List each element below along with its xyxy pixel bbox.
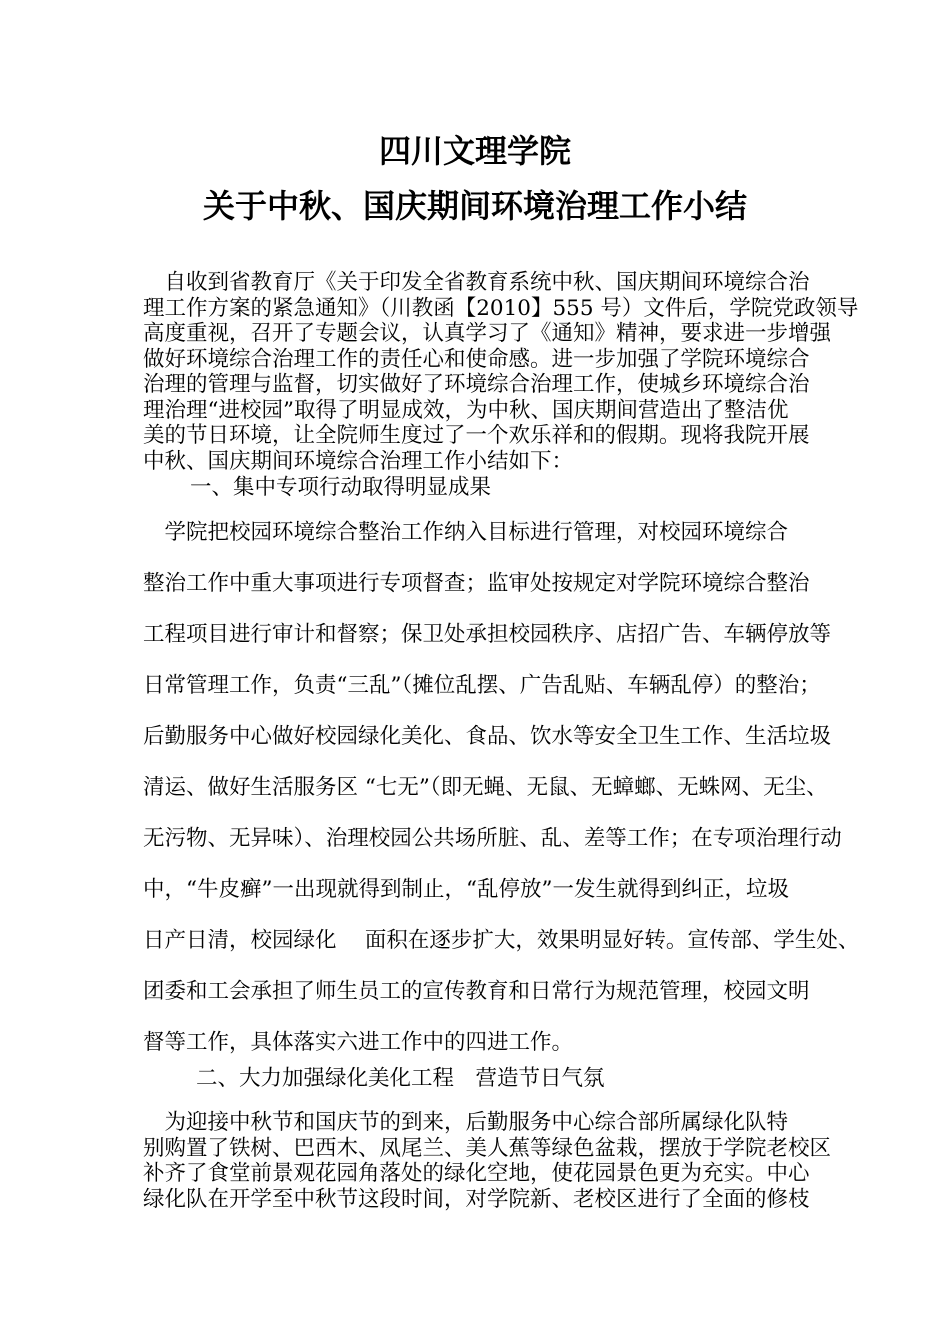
section-2-line: 补齐了食堂前景观花园角落处的绿化空地，使花园景色更为充实。中心 [143, 1161, 810, 1186]
section-2-line: 为迎接中秋节和国庆节的到来，后勤服务中心综合部所属绿化队特 [143, 1110, 789, 1135]
section-1-heading: 一、集中专项行动取得明显成果 [190, 475, 492, 500]
document-subtitle: 关于中秋、国庆期间环境治理工作小结 [202, 187, 747, 225]
section-1-line: 无污物、无异味）、治理校园公共场所脏、乱、差等工作；在专项治理行动 [143, 826, 842, 851]
intro-line: 理工作方案的紧急通知》（川教函【2010】555 号）文件后，学院党政领导 [143, 295, 859, 321]
section-1-line: 后勤服务中心做好校园绿化美化、食品、饮水等安全卫生工作、生活垃圾 [143, 724, 832, 749]
section-2-line: 绿化队在开学至中秋节这段时间，对学院新、老校区进行了全面的修枝 [143, 1186, 810, 1212]
section-1-line: 整治工作中重大事项进行专项督查；监审处按规定对学院环境综合整治 [143, 571, 810, 596]
section-1-line: 工程项目进行审计和督察；保卫处承担校园秩序、店招广告、车辆停放等 [143, 622, 832, 647]
intro-line: 美的节日环境，让全院师生度过了一个欢乐祥和的假期。现将我院开展 [143, 423, 810, 448]
intro-line: 中秋、国庆期间环境综合治理工作小结如下： [143, 448, 574, 474]
intro-paragraph [143, 270, 859, 474]
section-1-paragraph [143, 507, 860, 1068]
section-2-line: 别购置了铁树、巴西木、凤尾兰、美人蕉等绿色盆栽，摆放于学院老校区 [143, 1135, 832, 1161]
section-1-line: 督等工作，具体落实六进工作中的四进工作。 [143, 1030, 574, 1055]
section-1-line: 团委和工会承担了师生员工的宣传教育和日常行为规范管理，校园文明 [143, 979, 810, 1004]
intro-line: 治理的管理与监督，切实做好了环境综合治理工作，使城乡环境综合治 [143, 372, 810, 397]
intro-line: 自收到省教育厅《关于印发全省教育系统中秋、国庆期间环境综合治 [143, 270, 810, 295]
section-2-heading: 二、大力加强绿化美化工程 营造节日气氛 [196, 1066, 605, 1091]
section-2-paragraph [143, 1110, 843, 1212]
section-1-line: 日常管理工作，负责“三乱”（摊位乱摆、广告乱贴、车辆乱停）的整治； [143, 673, 821, 698]
intro-line: 高度重视，召开了专题会议，认真学习了《通知》精神，要求进一步增强 [143, 321, 832, 346]
section-1-line: 学院把校园环境综合整治工作纳入目标进行管理，对校园环境综合 [143, 520, 789, 545]
section-1-line: 日产日清，校园绿化 面积在逐步扩大，效果明显好转。宣传部、学生处、 [143, 928, 860, 953]
section-1-line: 清运、做好生活服务区 “七无”（即无蝇、无鼠、无蟑螂、无蛛网、无尘、 [143, 775, 828, 800]
intro-line: 做好环境综合治理工作的责任心和使命感。进一步加强了学院环境综合 [143, 346, 810, 372]
document-title: 四川文理学院 [378, 132, 571, 170]
section-1-line: 中，“牛皮癣”一出现就得到制止，“乱停放”一发生就得到纠正，垃圾 [143, 877, 789, 902]
intro-line: 理治理“进校园”取得了明显成效，为中秋、国庆期间营造出了整洁优 [143, 397, 789, 423]
